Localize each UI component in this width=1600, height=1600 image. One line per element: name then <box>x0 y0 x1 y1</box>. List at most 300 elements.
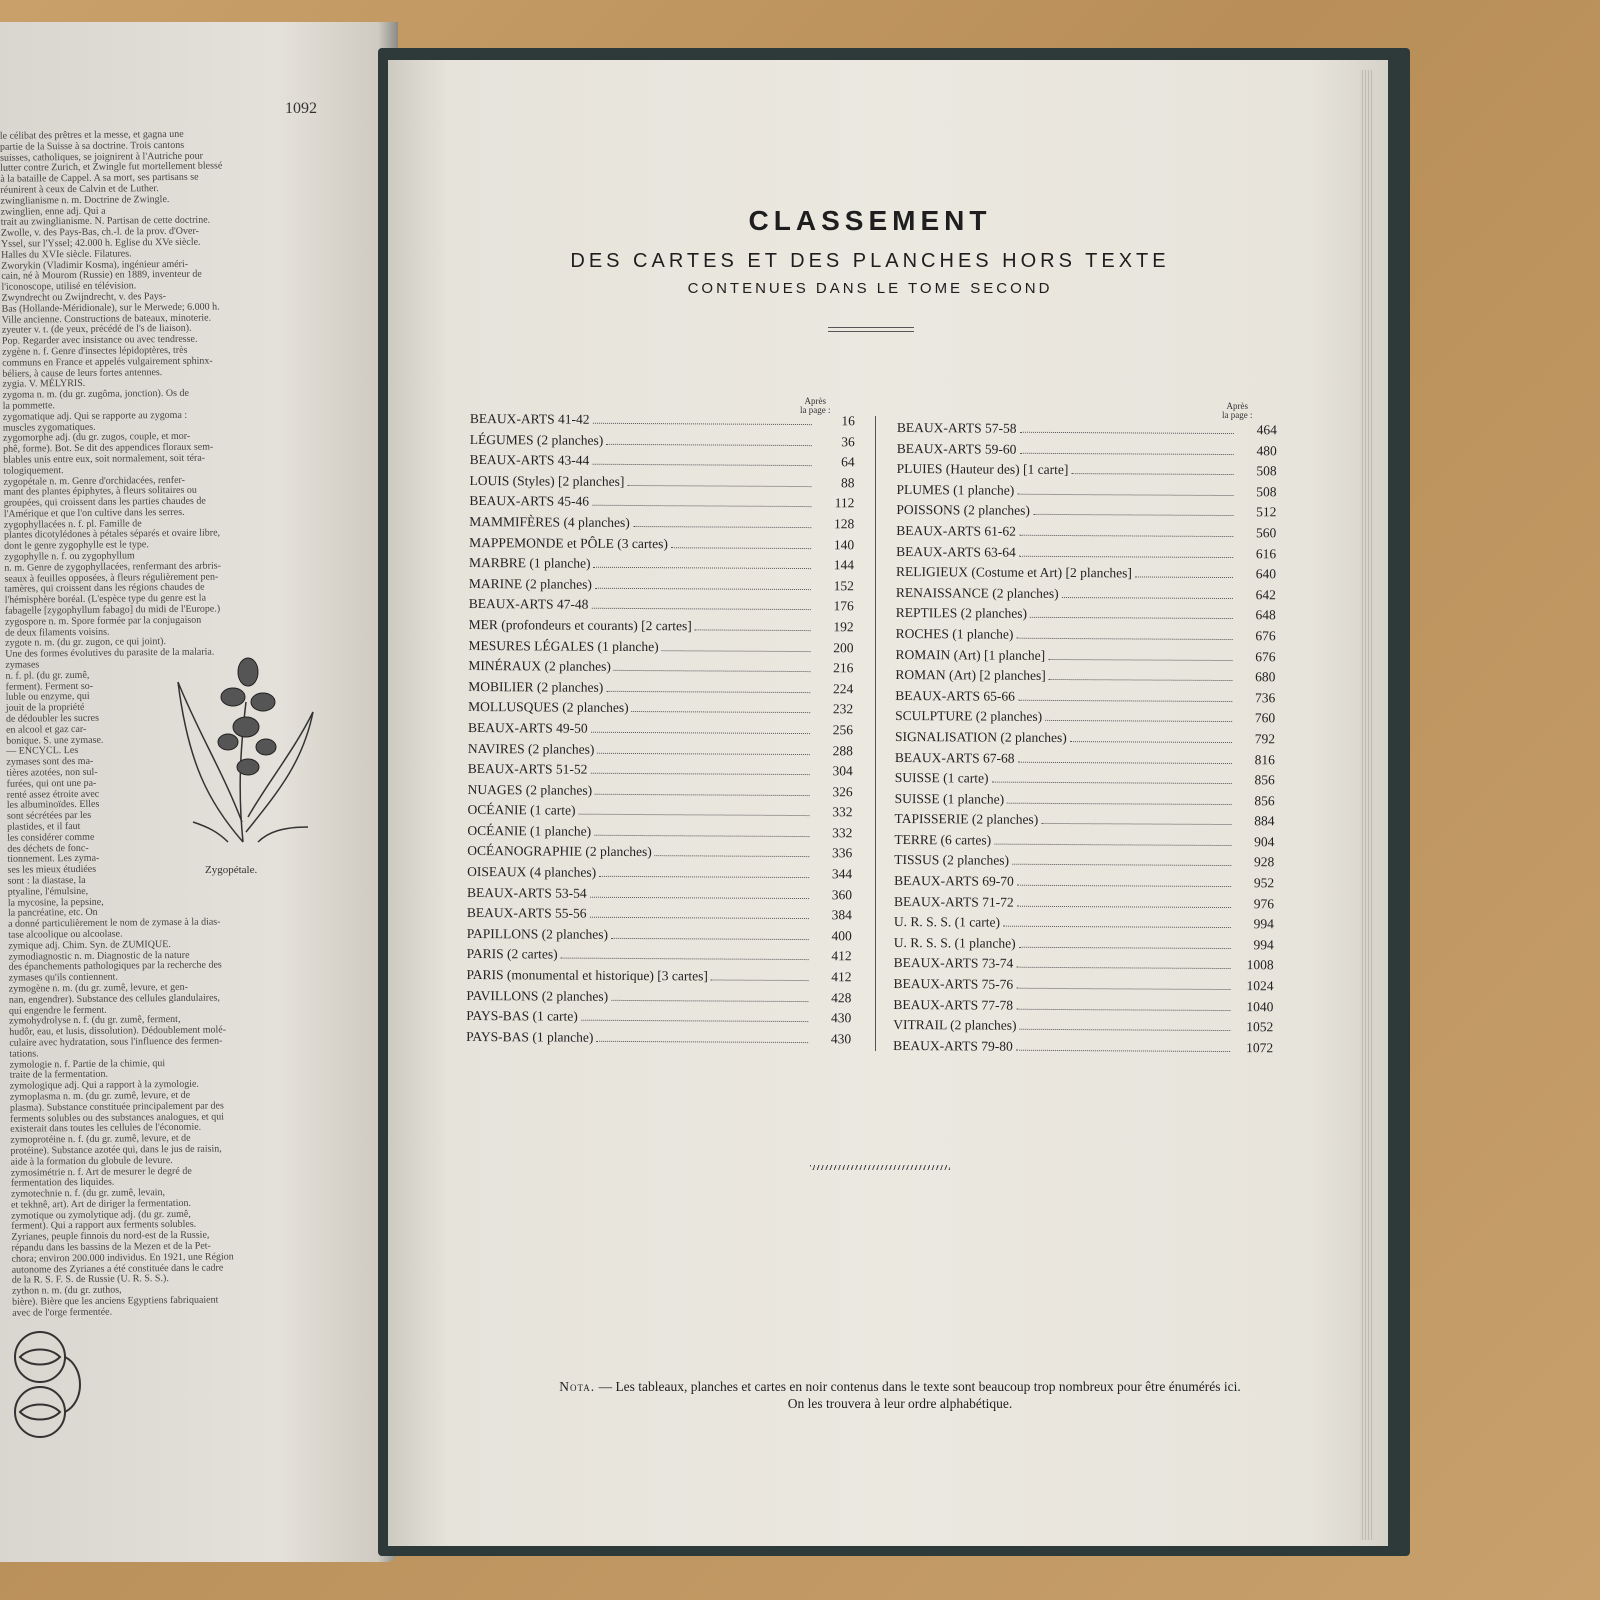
left-text-line: zygia. V. MÉLYRIS. <box>2 378 86 391</box>
after-label-line2: la page : <box>1222 410 1253 420</box>
left-text-line: réunirent à ceux de Calvin et de Luther. <box>0 183 159 196</box>
entry-page-number: 64 <box>841 454 855 470</box>
left-text-line: — ENCYCL. Les <box>6 745 79 758</box>
left-text-line: blables unis entre eux, soit normalement, soit téra- <box>3 452 206 466</box>
entry-name: MARBRE (1 planche) <box>469 555 591 571</box>
left-text-line: de la R. S. F. S. de Russie (U. R. S. S.). <box>11 1273 169 1287</box>
entry-page-number: 480 <box>1256 442 1277 458</box>
leader-dots <box>595 578 811 590</box>
left-text-line: phê, forme). Bot. Se dit des appendices floraux sem- <box>3 441 214 455</box>
entry-page-number: 856 <box>1254 792 1275 809</box>
left-text-line: en alcool et gaz car- <box>5 723 87 736</box>
entry-page-number: 736 <box>1255 689 1276 706</box>
index-entry <box>893 1038 1273 1061</box>
entry-name: PLUMES (1 planche) <box>896 481 1015 498</box>
entry-page-number: 976 <box>1253 895 1275 911</box>
entry-page-number: 952 <box>1253 875 1275 891</box>
left-text-line: zygophylle n. f. ou zygophyllum <box>4 550 135 563</box>
entry-page-number: 192 <box>833 619 854 635</box>
left-text-line: tionnement. Les zyma- <box>7 853 100 866</box>
entry-page-number: 1052 <box>1246 1019 1274 1035</box>
index-entry <box>469 576 854 599</box>
left-text-line: chora; environ 200.000 individus. En 1921, une Région <box>11 1251 234 1265</box>
leader-dots <box>1019 545 1234 557</box>
index-entry <box>470 452 855 475</box>
entry-page-number: 760 <box>1254 710 1276 726</box>
left-text-line: trait au zwinglianisme. N. Partisan de cette doctrine. <box>0 214 211 229</box>
entry-name: OCÉANIE (1 carte) <box>467 802 576 818</box>
index-entry <box>467 823 852 846</box>
entry-page-number: 560 <box>1256 525 1277 541</box>
left-text-line: zygophyllacées n. f. pl. Famille de <box>3 517 142 531</box>
leader-dots <box>611 928 809 940</box>
index-entry <box>467 905 852 928</box>
left-text-line: communs en France et appelés vulgairement sphinx- <box>2 355 213 369</box>
nota-lead: Nota. <box>559 1379 596 1394</box>
leader-dots <box>1071 463 1233 475</box>
entry-page-number: 508 <box>1256 483 1277 500</box>
left-text-line: seaux à feuilles opposées, à fleurs régulièrement pen- <box>4 571 219 585</box>
hatch-divider <box>810 1165 950 1170</box>
index-entry <box>894 852 1274 875</box>
entry-page-number: 224 <box>833 680 854 697</box>
left-text-line: zymases qu'ils contiennent. <box>8 971 118 984</box>
index-entry <box>470 411 855 434</box>
entry-name: TISSUS (2 planches) <box>894 852 1010 869</box>
index-entry <box>895 770 1275 793</box>
page-title: CLASSEMENT <box>748 205 992 236</box>
entry-name: LÉGUMES (2 planches) <box>469 431 604 448</box>
after-label-line1: Après <box>1226 401 1248 411</box>
entry-name: PLUIES (Hauteur des) [1 carte] <box>896 461 1069 478</box>
index-list-right <box>893 420 1277 1061</box>
entry-name: U. R. S. S. (1 planche) <box>893 934 1016 951</box>
entry-name: OCÉANIE (1 planche) <box>467 822 592 839</box>
leader-dots <box>627 475 811 487</box>
entry-page-number: 200 <box>833 639 854 655</box>
leader-dots <box>632 701 811 713</box>
entry-name: BEAUX-ARTS 43-44 <box>469 452 590 468</box>
index-entry <box>896 544 1276 567</box>
entry-name: BEAUX-ARTS 61-62 <box>896 522 1016 539</box>
index-entry <box>469 596 854 619</box>
index-entry <box>895 647 1275 670</box>
leader-dots <box>594 557 812 569</box>
left-text-line: Zyrianes, peuple finnois du nord-est de la Russie, <box>11 1229 210 1243</box>
left-text-line: Halles du XVIe siècle. Filatures. <box>1 248 132 261</box>
leader-dots <box>695 619 811 631</box>
leader-dots <box>1033 504 1234 516</box>
left-text-line: n. m. Genre de zygophyllacées, renfermant des arbris- <box>4 560 221 574</box>
leader-dots <box>590 763 810 775</box>
left-text-line: qui engendre le ferment. <box>8 1004 107 1017</box>
leader-dots <box>1018 689 1233 701</box>
left-text-line: zygospore n. m. Spore formée par la conjugaison <box>4 614 202 628</box>
left-text-line: zymodiagnostic n. m. Diagnostic de la nature <box>8 949 190 963</box>
left-text-line: zygoma n. m. (du gr. zugôma, jonction). Os de <box>2 387 189 401</box>
left-text-line: Zwyndrecht ou Zwijndrecht, v. des Pays- <box>1 290 167 304</box>
leader-dots <box>1019 525 1234 537</box>
index-entry <box>897 441 1277 464</box>
left-text-line: mant des plantes épiphytes, à fleurs solitaires ou <box>3 485 197 499</box>
entry-name: REPTILES (2 planches) <box>895 605 1028 622</box>
index-entry <box>894 935 1274 958</box>
entry-page-number: 128 <box>834 516 855 532</box>
entry-name: BEAUX-ARTS 51-52 <box>467 761 588 777</box>
leader-dots <box>1135 567 1233 579</box>
entry-name: BEAUX-ARTS 49-50 <box>468 719 588 736</box>
entry-name: PAYS-BAS (1 carte) <box>466 1008 578 1024</box>
entry-page-number: 512 <box>1256 504 1277 520</box>
left-text-line: Bas (Hollande-Méridionale), sur le Merwede; 6.000 h. <box>1 301 220 315</box>
leader-dots <box>1041 813 1231 825</box>
entry-page-number: 140 <box>833 536 855 552</box>
left-text-line: zymogène n. m. (du gr. zumê, levure, et gen- <box>8 981 188 995</box>
index-entry <box>466 988 851 1011</box>
index-entry <box>896 564 1276 587</box>
entry-name: RELIGIEUX (Costume et Art) [2 planches] <box>896 564 1132 581</box>
left-text-line: zymotique ou zymolytique adj. (du gr. zumê, <box>11 1208 191 1222</box>
left-text-line: zymoplasma n. m. (du gr. zumê, levure, et de <box>9 1089 191 1103</box>
left-text-line: Une des formes évolutives du parasite de la malaria. <box>5 646 215 660</box>
entry-name: BEAUX-ARTS 75-76 <box>893 976 1014 992</box>
entry-name: RENAISSANCE (2 planches) <box>895 584 1059 601</box>
entry-page-number: 640 <box>1255 566 1277 582</box>
entry-name: PAPILLONS (2 planches) <box>466 925 609 942</box>
left-text-line: zymologique adj. Qui a rapport à la zymologie. <box>9 1078 199 1092</box>
leader-dots <box>711 970 809 982</box>
entry-page-number: 16 <box>841 413 855 429</box>
index-entry <box>469 617 854 640</box>
index-entry <box>468 782 853 805</box>
entry-page-number: 616 <box>1255 545 1277 561</box>
entry-page-number: 884 <box>1254 813 1275 829</box>
entry-page-number: 152 <box>833 577 854 594</box>
leader-dots <box>595 783 810 795</box>
leader-dots <box>1012 854 1231 866</box>
index-entry <box>466 967 851 990</box>
index-entry <box>468 699 853 722</box>
entry-page-number: 648 <box>1255 607 1276 623</box>
entry-name: LOUIS (Styles) [2 planches] <box>469 472 625 489</box>
entry-name: MINÉRAUX (2 planches) <box>468 658 611 674</box>
left-text-line: zymases sont des ma- <box>6 756 94 768</box>
illustration-caption: Zygopétale. <box>205 864 258 876</box>
leader-dots <box>992 772 1232 784</box>
left-text-line: autonome des Zyrianes a été constituée dans le cadre <box>11 1262 224 1276</box>
entry-name: BEAUX-ARTS 59-60 <box>896 440 1017 457</box>
left-text-line: Yssel, sur l'Yssel; 42.000 h. Eglise du XVe siècle. <box>0 236 201 250</box>
index-entry <box>469 473 854 496</box>
entry-page-number: 676 <box>1255 628 1276 644</box>
left-text-line: suisses, catholiques, se joignirent à l'Autriche pour <box>0 150 203 164</box>
left-text-line: protéine). Substance azotée qui, dans le jus de raisin, <box>10 1143 222 1157</box>
entry-page-number: 676 <box>1255 648 1276 664</box>
leader-dots <box>606 681 810 693</box>
leader-dots <box>1019 1019 1230 1031</box>
left-text-line: la pommette. <box>2 400 55 412</box>
leader-dots <box>1017 751 1232 763</box>
left-text-line: bonique. S. une zymase. <box>6 734 104 747</box>
left-text-line: des déchets de fonc- <box>7 842 89 855</box>
left-text-line: tologiquement. <box>3 464 64 477</box>
leader-dots <box>579 804 810 816</box>
entry-name: OISEAUX (4 planches) <box>467 864 597 880</box>
left-text-line: zymoprotéine n. f. (du gr. zumê, levure, et de <box>10 1132 191 1146</box>
entry-name: PARIS (monumental et historique) [3 cartes] <box>466 967 708 984</box>
entry-name: BEAUX-ARTS 45-46 <box>469 493 590 510</box>
left-text-line: de dédoubler les sucres <box>5 712 100 725</box>
leader-dots <box>1016 998 1231 1010</box>
left-text-line: jouit de la propriété <box>5 702 85 714</box>
entry-name: BEAUX-ARTS 53-54 <box>467 884 587 901</box>
entry-page-number: 1040 <box>1246 998 1274 1014</box>
left-text-line: sont : la diastase, la <box>7 874 86 887</box>
left-text-line: plastides, et il faut <box>7 820 81 833</box>
entry-name: BEAUX-ARTS 79-80 <box>893 1037 1013 1054</box>
entry-page-number: 232 <box>832 701 854 717</box>
entry-name: BEAUX-ARTS 47-48 <box>468 596 589 613</box>
left-text-line: de deux filaments voisins. <box>4 626 110 639</box>
entry-name: BEAUX-ARTS 69-70 <box>894 873 1014 889</box>
left-text-line: ferments solubles ou des substances analogues, et qui <box>10 1110 225 1125</box>
left-text-line: a donné particulièrement le nom de zymase à la dias- <box>8 916 221 930</box>
left-text-line: traite de la fermentation. <box>9 1069 109 1082</box>
page-subtitle-2: CONTENUES DANS LE TOME SECOND <box>687 280 1053 297</box>
left-text-line: Zwolle, v. des Pays-Bas, ch.-l. de la prov. d'Over- <box>0 225 199 239</box>
index-entry <box>895 749 1275 772</box>
entry-page-number: 680 <box>1255 669 1276 685</box>
leader-dots <box>592 454 812 466</box>
entry-name: PAYS-BAS (1 planche) <box>466 1028 594 1045</box>
left-text-line: l'Amérique et que l'on cultive dans les serres. <box>3 506 185 520</box>
entry-name: OCÉANOGRAPHIE (2 planches) <box>467 843 652 860</box>
left-text-line: culaire avec hydratation, sous l'influence des fermen- <box>9 1035 223 1049</box>
left-text-line: zymases <box>5 659 40 671</box>
entry-name: TERRE (6 cartes) <box>894 831 992 848</box>
index-entry <box>894 955 1274 978</box>
entry-page-number: 1024 <box>1246 978 1274 994</box>
entry-name: ROMAIN (Art) [1 planche] <box>895 646 1046 663</box>
leader-dots <box>581 1010 809 1022</box>
left-text-line: les albuminoïdes. Elles <box>6 799 100 812</box>
left-text-line: béliers, à cause de leurs fortes antennes. <box>2 366 163 380</box>
left-text-line: des épanchements pathologiques par la recherche des <box>8 959 222 974</box>
entry-page-number: 360 <box>831 886 853 902</box>
left-text-line: plantes dicotylédones à pétales séparés et ovaire libre, <box>3 527 221 542</box>
leader-dots <box>597 742 810 754</box>
entry-page-number: 1008 <box>1246 957 1274 973</box>
index-entry <box>894 873 1274 896</box>
after-page-label-right <box>1222 402 1253 420</box>
left-text-line: tations. <box>9 1048 39 1060</box>
entry-name: VITRAIL (2 planches) <box>893 1017 1017 1033</box>
entry-name: SUISSE (1 planche) <box>894 790 1005 807</box>
left-text-line: renté assez étroite avec <box>6 788 100 801</box>
index-entry <box>894 811 1274 834</box>
leader-dots <box>1062 587 1233 599</box>
entry-name: BEAUX-ARTS 73-74 <box>893 955 1014 972</box>
entry-page-number: 256 <box>832 722 854 738</box>
leader-dots <box>599 866 809 878</box>
index-entry <box>467 802 852 825</box>
leader-dots <box>1070 731 1232 743</box>
left-page <box>0 22 398 1562</box>
left-text-line: l'iconoscope, utilisé en télévision. <box>1 280 137 293</box>
index-entry <box>897 461 1277 484</box>
leader-dots <box>1019 937 1231 949</box>
left-text-line: zwinglianisme n. m. Doctrine de Zwingle. <box>0 193 170 207</box>
index-entry <box>895 729 1275 752</box>
index-entry <box>896 482 1276 505</box>
leader-dots <box>655 846 810 858</box>
left-text-line: zymohydrolyse n. f. (du gr. zumê, ferment, <box>9 1014 181 1028</box>
entry-page-number: 816 <box>1254 751 1275 767</box>
leader-dots <box>561 948 809 961</box>
index-entry <box>893 1017 1273 1040</box>
leader-dots <box>614 660 811 672</box>
left-text-line: muscles zygomatiques. <box>2 421 96 434</box>
left-text-line: Zworykin (Vladimir Kosma), ingénieur améri- <box>1 258 189 272</box>
entry-page-number: 88 <box>841 475 855 491</box>
left-text-line: ptyaline, l'émulsine, <box>7 885 89 898</box>
index-entry <box>896 502 1276 525</box>
left-text-line: zygote n. m. (du gr. zugon, ce qui joint). <box>5 636 167 650</box>
leader-dots <box>994 833 1231 845</box>
column-divider <box>875 416 876 1051</box>
left-text-line: zython n. m. (du gr. zuthos, <box>11 1284 122 1297</box>
entry-name: BEAUX-ARTS 65-66 <box>895 687 1015 704</box>
left-text-line: avec de l'orge fermentée. <box>12 1306 113 1319</box>
index-entry <box>469 493 854 516</box>
left-text-line: ferment). Ferment so- <box>5 680 94 693</box>
index-entry <box>468 638 853 661</box>
entry-name: NAVIRES (2 planches) <box>467 740 595 757</box>
index-entry <box>467 926 852 949</box>
leader-dots <box>606 433 812 445</box>
index-entry <box>894 894 1274 917</box>
entry-name: ROCHES (1 planche) <box>895 625 1014 642</box>
left-text-line: zygomatique adj. Qui se rapporte au zygoma : <box>2 409 188 423</box>
index-entry <box>466 1008 851 1031</box>
entry-name: MARINE (2 planches) <box>468 575 592 592</box>
entry-name: BEAUX-ARTS 63-64 <box>896 543 1016 560</box>
left-text-line: zymotechnie n. f. (du gr. zumê, levain, <box>10 1187 166 1200</box>
entry-page-number: 464 <box>1256 422 1277 438</box>
index-entry <box>893 976 1273 999</box>
entry-page-number: 428 <box>831 989 852 1005</box>
left-text-line: lutter contre Zurich, et Zwingle fut mortellement blessé <box>0 160 223 175</box>
leader-dots <box>589 907 809 919</box>
entry-name: PAVILLONS (2 planches) <box>466 987 609 1004</box>
page-edges <box>1360 70 1374 1540</box>
entry-page-number: 344 <box>831 866 853 882</box>
index-entry <box>895 688 1275 711</box>
leader-dots <box>1016 628 1232 640</box>
leader-dots <box>1016 957 1231 969</box>
entry-name: MAPPEMONDE et PÔLE (3 cartes) <box>469 534 668 551</box>
leader-dots <box>1019 442 1234 454</box>
left-text-line: tières azotées, non sul- <box>6 766 98 779</box>
index-entry <box>896 605 1276 628</box>
leader-dots <box>592 413 812 425</box>
entry-page-number: 332 <box>832 825 853 841</box>
left-text-line: plasma). Substance constituée principalement par des <box>9 1100 224 1114</box>
leader-dots <box>1017 875 1232 887</box>
nota-line1: — Les tableaux, planches et cartes en noir contenus dans le texte sont beaucoup trop nombreux pour être énumérés ici. <box>598 1379 1241 1394</box>
orchid-illustration-icon <box>168 642 318 852</box>
left-page-number: 1092 <box>285 100 317 117</box>
left-text-line: et tekhnê, art). Art de diriger la fermentation. <box>10 1197 192 1211</box>
left-text-line: la pancréatine, etc. On <box>7 907 98 920</box>
index-entry <box>468 720 853 743</box>
entry-page-number: 326 <box>832 783 853 800</box>
nota-line2: On les trouvera à leur ordre alphabétique. <box>787 1396 1013 1411</box>
entry-page-number: 288 <box>832 742 853 758</box>
left-text-line: sont sécrétées par les <box>6 810 92 822</box>
entry-name: MOBILIER (2 planches) <box>468 678 604 695</box>
leader-dots <box>592 495 812 507</box>
left-text-line: l'hémisphère boréal. (L'espèce type du genre est la <box>4 592 207 606</box>
entry-name: SCULPTURE (2 planches) <box>895 708 1043 725</box>
index-entry <box>467 885 852 908</box>
title-divider <box>828 327 914 332</box>
entry-name: SIGNALISATION (2 planches) <box>895 728 1067 745</box>
leader-dots <box>596 1031 808 1043</box>
index-entry <box>467 946 852 969</box>
left-text-line: n. f. pl. (du gr. zumê, <box>5 669 90 682</box>
entry-name: ROMAN (Art) [2 planches] <box>895 667 1046 684</box>
index-entry <box>893 997 1273 1020</box>
entry-page-number: 430 <box>830 1031 852 1047</box>
entry-name: TAPISSERIE (2 planches) <box>894 811 1039 828</box>
entry-name: BEAUX-ARTS 67-68 <box>894 749 1015 766</box>
entry-page-number: 508 <box>1256 463 1277 479</box>
left-text-line: ses les mieux étudiées <box>7 863 97 876</box>
index-entry <box>895 791 1275 814</box>
leader-dots <box>1045 710 1232 722</box>
entry-name: BEAUX-ARTS 71-72 <box>894 893 1014 910</box>
entry-page-number: 176 <box>833 598 854 614</box>
entry-name: BEAUX-ARTS 77-78 <box>893 996 1014 1013</box>
left-text-line: zyeuter v. t. (de yeux, précédé de l's de liaison). <box>1 323 192 337</box>
left-text-line: zymique adj. Chim. Syn. de ZUMIQUE. <box>8 938 171 952</box>
index-entry <box>467 864 852 887</box>
left-text-line: à la bataille de Cappel. A sa mort, ses partisans se <box>0 171 199 185</box>
entry-page-number: 792 <box>1254 731 1276 747</box>
left-text-line: groupées, qui croissent dans les parties chaudes de <box>3 495 206 509</box>
left-text-line: partie de la Suisse à sa doctrine. Trois cantons <box>0 139 185 153</box>
left-text-line: répandu dans les bassins de la Mezen et de la Pet- <box>11 1240 211 1254</box>
entry-name: POISSONS (2 planches) <box>896 502 1030 519</box>
leader-dots <box>1016 978 1231 990</box>
left-text-line: tase alcoolique ou alcoolase. <box>8 928 123 941</box>
leader-dots <box>591 722 811 734</box>
leader-dots <box>671 537 811 549</box>
left-text-line: zygopétale n. m. Genre d'orchidacées, renfer- <box>3 474 186 488</box>
index-entry <box>466 1029 851 1052</box>
entry-page-number: 216 <box>833 660 854 676</box>
leader-dots <box>1007 792 1232 804</box>
left-text-line: nan, engendrer). Substance des cellules glandulaires, <box>8 992 220 1006</box>
leader-dots <box>1017 484 1233 496</box>
fish-ornament-icon <box>0 1322 100 1452</box>
entry-name: BEAUX-ARTS 55-56 <box>466 905 587 921</box>
entry-page-number: 642 <box>1255 586 1276 603</box>
index-entry <box>468 761 853 784</box>
left-text-line: hudôr, eau, et lusis, dissolution). Dédoublement molé- <box>9 1024 227 1038</box>
index-entry <box>896 523 1276 546</box>
